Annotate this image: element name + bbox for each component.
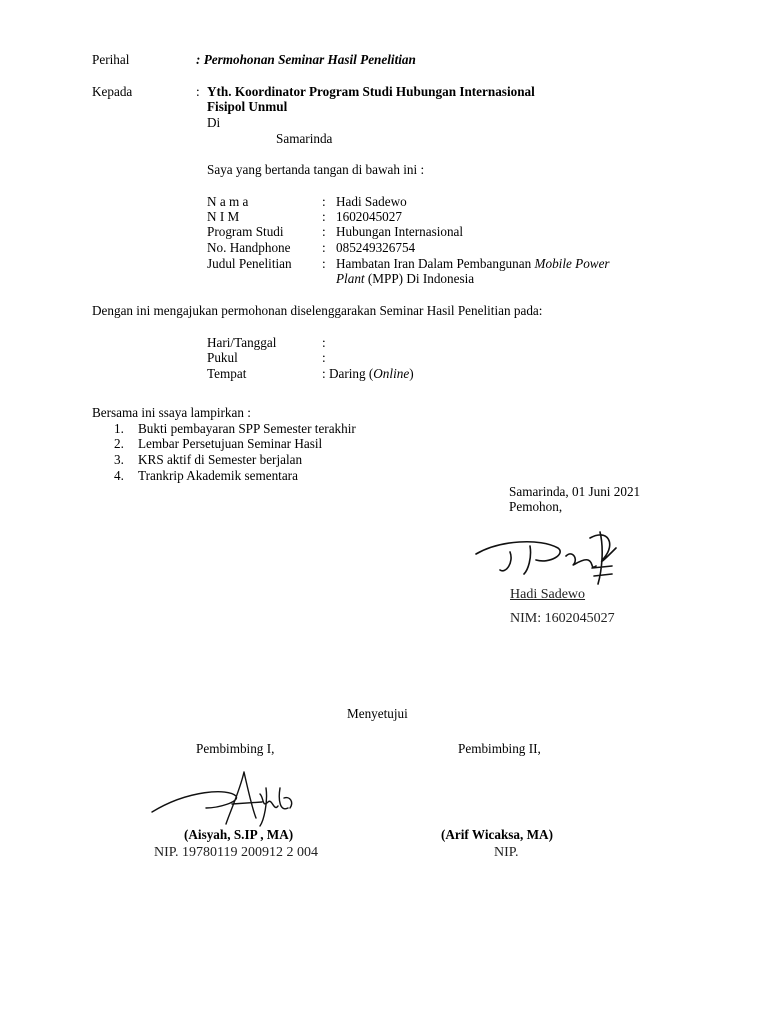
identity-label: No. Handphone (207, 240, 291, 255)
identity-label: N I M (207, 209, 240, 224)
identity-colon: : (322, 194, 326, 209)
kepada-city: Samarinda (276, 131, 333, 146)
list-item-number: 2. (114, 436, 124, 451)
judul-line2 (336, 271, 474, 287)
signer-name: Hadi Sadewo (510, 587, 586, 602)
tempat-prefix: : Daring ( (322, 366, 374, 381)
attachments-heading: Bersama ini ssaya lampirkan : (92, 405, 251, 420)
judul-line1 (336, 256, 610, 272)
identity-value: 085249326754 (336, 240, 416, 255)
identity-value: 1602045027 (336, 209, 402, 224)
list-item: Trankrip Akademik sementara (138, 468, 298, 483)
tempat-suffix: ) (409, 366, 414, 381)
identity-colon: : (322, 240, 326, 255)
list-item-number: 4. (114, 468, 124, 483)
list-item-number: 1. (114, 421, 124, 436)
applicant-signature (470, 518, 630, 590)
intro-text: Saya yang bertanda tangan di bawah ini : (207, 162, 425, 177)
judul-label: Judul Penelitian (207, 256, 292, 271)
advisor1-signature (148, 768, 298, 830)
advisor1-name: (Aisyah, S.IP , MA) (184, 827, 294, 842)
kepada-line3: Di (207, 115, 221, 130)
list-item-number: 3. (114, 452, 124, 467)
tempat-value (322, 366, 414, 382)
advisor1-title: Pembimbing I, (196, 741, 275, 756)
advisor1-nip: NIP. 19780119 200912 2 004 (154, 845, 318, 860)
perihal-value: : Permohonan Seminar Hasil Penelitian (196, 52, 416, 67)
kepada-colon: : (196, 84, 200, 99)
signer-role: Pemohon, (509, 499, 563, 514)
judul-line2-suffix: (MPP) Di Indonesia (364, 271, 475, 286)
list-item: KRS aktif di Semester berjalan (138, 452, 303, 467)
tempat-italic: Online (373, 366, 410, 381)
perihal-label: Perihal (92, 52, 130, 67)
request-text: Dengan ini mengajukan permohonan diselenggarakan Seminar Hasil Penelitian pada: (92, 303, 543, 318)
schedule-label: Pukul (207, 350, 238, 365)
identity-label: N a m a (207, 194, 249, 209)
judul-colon: : (322, 256, 326, 271)
list-item: Bukti pembayaran SPP Semester terakhir (138, 421, 356, 436)
judul-line1-italic: Mobile Power (534, 256, 610, 271)
judul-line1-prefix: Hambatan Iran Dalam Pembangunan (336, 256, 535, 271)
schedule-colon: : (322, 350, 326, 365)
advisor2-name: (Arif Wicaksa, MA) (441, 827, 553, 842)
kepada-label: Kepada (92, 84, 133, 99)
identity-label: Program Studi (207, 224, 284, 239)
schedule-label: Hari/Tanggal (207, 335, 277, 350)
identity-value: Hadi Sadewo (336, 194, 407, 209)
judul-line2-italic: Plant (336, 271, 365, 286)
place-date: Samarinda, 01 Juni 2021 (509, 484, 641, 499)
tempat-label: Tempat (207, 366, 247, 381)
identity-value: Hubungan Internasional (336, 224, 464, 239)
schedule-colon: : (322, 335, 326, 350)
signer-nim: NIM: 1602045027 (510, 611, 615, 626)
list-item: Lembar Persetujuan Seminar Hasil (138, 436, 323, 451)
identity-colon: : (322, 224, 326, 239)
kepada-line1: Yth. Koordinator Program Studi Hubungan Internasional (207, 84, 535, 99)
advisor2-title: Pembimbing II, (458, 741, 541, 756)
approval-heading: Menyetujui (347, 706, 408, 721)
kepada-line2: Fisipol Unmul (207, 99, 288, 114)
advisor2-nip: NIP. (494, 845, 519, 860)
identity-colon: : (322, 209, 326, 224)
